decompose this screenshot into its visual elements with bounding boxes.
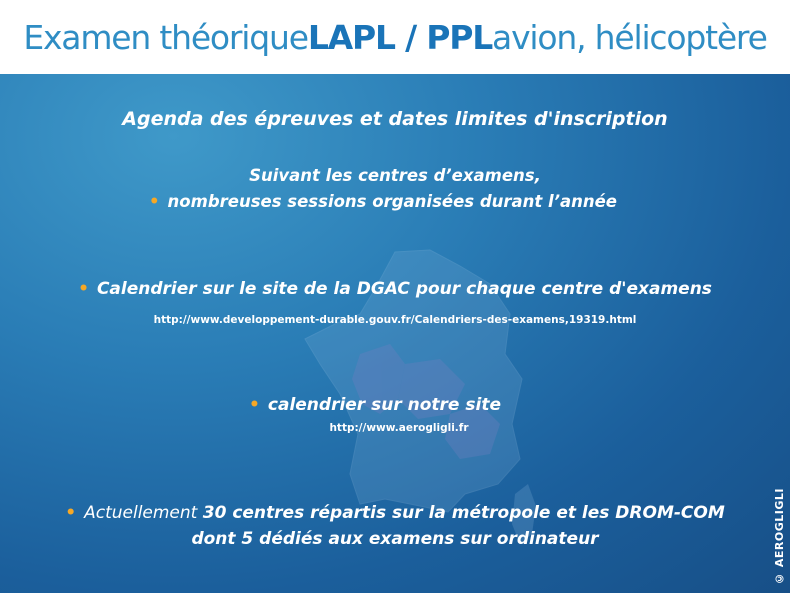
site-calendar-bullet-item — [0, 395, 770, 415]
centers-count-prefix: Actuellement — [84, 503, 203, 523]
copyright-label: © AEROGLIGLI — [773, 488, 786, 585]
bullet-icon: • — [78, 279, 89, 299]
slide-heading: Agenda des épreuves et dates limites d'inscription — [122, 108, 668, 130]
sessions-text: nombreuses sessions organisées durant l’année — [167, 192, 617, 211]
bullet-icon: • — [149, 192, 160, 211]
dgac-calendar-bullet-item — [0, 279, 790, 299]
centers-count-text: 30 centres répartis sur la métropole et les DROM-COM — [202, 503, 725, 523]
centers-count-bullet-item — [0, 503, 790, 523]
sessions-bullet-item — [0, 192, 778, 211]
header-title-prefix: Examen théorique — [23, 17, 308, 57]
dgac-url-link[interactable]: http://www.developpement-durable.gouv.fr/Calendriers-des-examens,19319.html — [153, 314, 637, 326]
page-header — [0, 0, 790, 74]
bullet-icon: • — [249, 395, 260, 415]
header-title-suffix: avion, hélicoptère — [492, 17, 767, 57]
dgac-calendar-text: Calendrier sur le site de la DGAC pour chaque centre d'examens — [96, 279, 712, 299]
header-title-bold: LAPL / PPL — [307, 17, 493, 57]
bullet-icon: • — [65, 503, 77, 523]
computer-exam-centers-text: dont 5 dédiés aux examens sur ordinateur — [191, 529, 599, 549]
aerogligli-url-link[interactable]: http://www.aerogligli.fr — [329, 422, 469, 434]
slide-body — [0, 74, 790, 593]
site-calendar-text: calendrier sur notre site — [267, 395, 501, 415]
centers-intro-text: Suivant les centres d’examens, — [249, 166, 541, 185]
